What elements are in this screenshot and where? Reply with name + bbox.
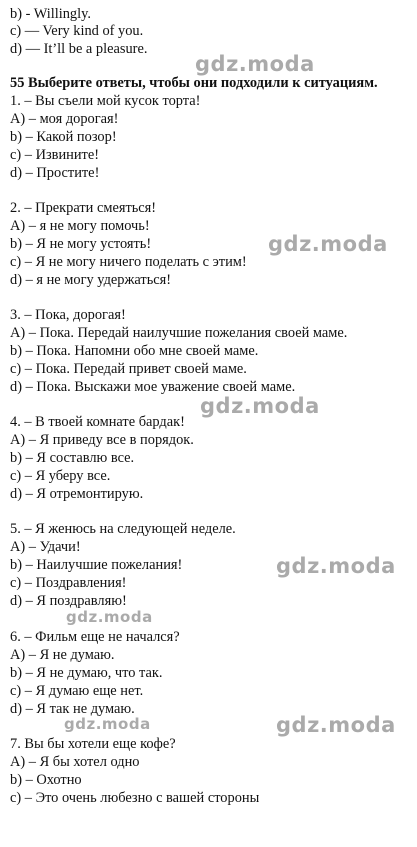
q7-option-b: b) – Охотно bbox=[10, 772, 82, 788]
q1-option-d: d) – Простите! bbox=[10, 165, 100, 181]
q6-option-b: b) – Я не думаю, что так. bbox=[10, 665, 163, 681]
q4-option-d: d) – Я отремонтирую. bbox=[10, 486, 144, 502]
q6-option-d: d) – Я так не думаю. bbox=[10, 701, 135, 717]
q5-option-a: A) – Удачи! bbox=[10, 539, 81, 555]
q7-option-c: c) – Это очень любезно с вашей стороны bbox=[10, 790, 260, 806]
q4-option-b: b) – Я составлю все. bbox=[10, 450, 135, 466]
q2-option-a: A) – я не могу помочь! bbox=[10, 218, 150, 234]
watermark: gdz.moda bbox=[268, 232, 388, 256]
q7-option-a: A) – Я бы хотел одно bbox=[10, 754, 140, 770]
q3-option-b: b) – Пока. Напомни обо мне своей маме. bbox=[10, 343, 259, 359]
q6-option-a: A) – Я не думаю. bbox=[10, 647, 115, 663]
answer-b-willingly: b) - Willingly. bbox=[10, 6, 91, 22]
watermark: gdz.moda bbox=[66, 608, 153, 626]
q2-option-d: d) – я не могу удержаться! bbox=[10, 272, 172, 288]
watermark: gdz.moda bbox=[276, 554, 396, 578]
q3-option-c: c) – Пока. Передай привет своей маме. bbox=[10, 361, 247, 377]
q3-option-a: A) – Пока. Передай наилучшие пожелания своей маме. bbox=[10, 325, 348, 341]
answer-c-very-kind: c) — Very kind of you. bbox=[10, 23, 144, 39]
question-6: 6. – Фильм еще не начался? bbox=[10, 629, 180, 645]
watermark: gdz.moda bbox=[200, 394, 320, 418]
q2-option-c: c) – Я не могу ничего поделать с этим! bbox=[10, 254, 247, 270]
q6-option-c: c) – Я думаю еще нет. bbox=[10, 683, 144, 699]
watermark: gdz.moda bbox=[64, 715, 151, 733]
question-7: 7. Вы бы хотели еще кофе? bbox=[10, 736, 176, 752]
q5-option-b: b) – Наилучшие пожелания! bbox=[10, 557, 183, 573]
q3-option-d: d) – Пока. Выскажи мое уважение своей маме. bbox=[10, 379, 296, 395]
question-2: 2. – Прекрати смеяться! bbox=[10, 200, 157, 216]
exercise-heading: 55 Выберите ответы, чтобы они подходили к ситуациям. bbox=[10, 75, 378, 91]
question-4: 4. – В твоей комнате бардак! bbox=[10, 414, 185, 430]
q1-option-c: c) – Извините! bbox=[10, 147, 100, 163]
question-3: 3. – Пока, дорогая! bbox=[10, 307, 126, 323]
question-1: 1. – Вы съели мой кусок торта! bbox=[10, 93, 201, 109]
q4-option-c: c) – Я уберу все. bbox=[10, 468, 111, 484]
question-5: 5. – Я женюсь на следующей неделе. bbox=[10, 521, 236, 537]
q4-option-a: A) – Я приведу все в порядок. bbox=[10, 432, 194, 448]
q5-option-d: d) – Я поздравляю! bbox=[10, 593, 127, 609]
q2-option-b: b) – Я не могу устоять! bbox=[10, 236, 152, 252]
watermark: gdz.moda bbox=[195, 52, 315, 76]
watermark: gdz.moda bbox=[276, 713, 396, 737]
q5-option-c: c) – Поздравления! bbox=[10, 575, 127, 591]
q1-option-b: b) – Какой позор! bbox=[10, 129, 117, 145]
q1-option-a: A) – моя дорогая! bbox=[10, 111, 119, 127]
answer-d-pleasure: d) — It’ll be a pleasure. bbox=[10, 41, 148, 57]
